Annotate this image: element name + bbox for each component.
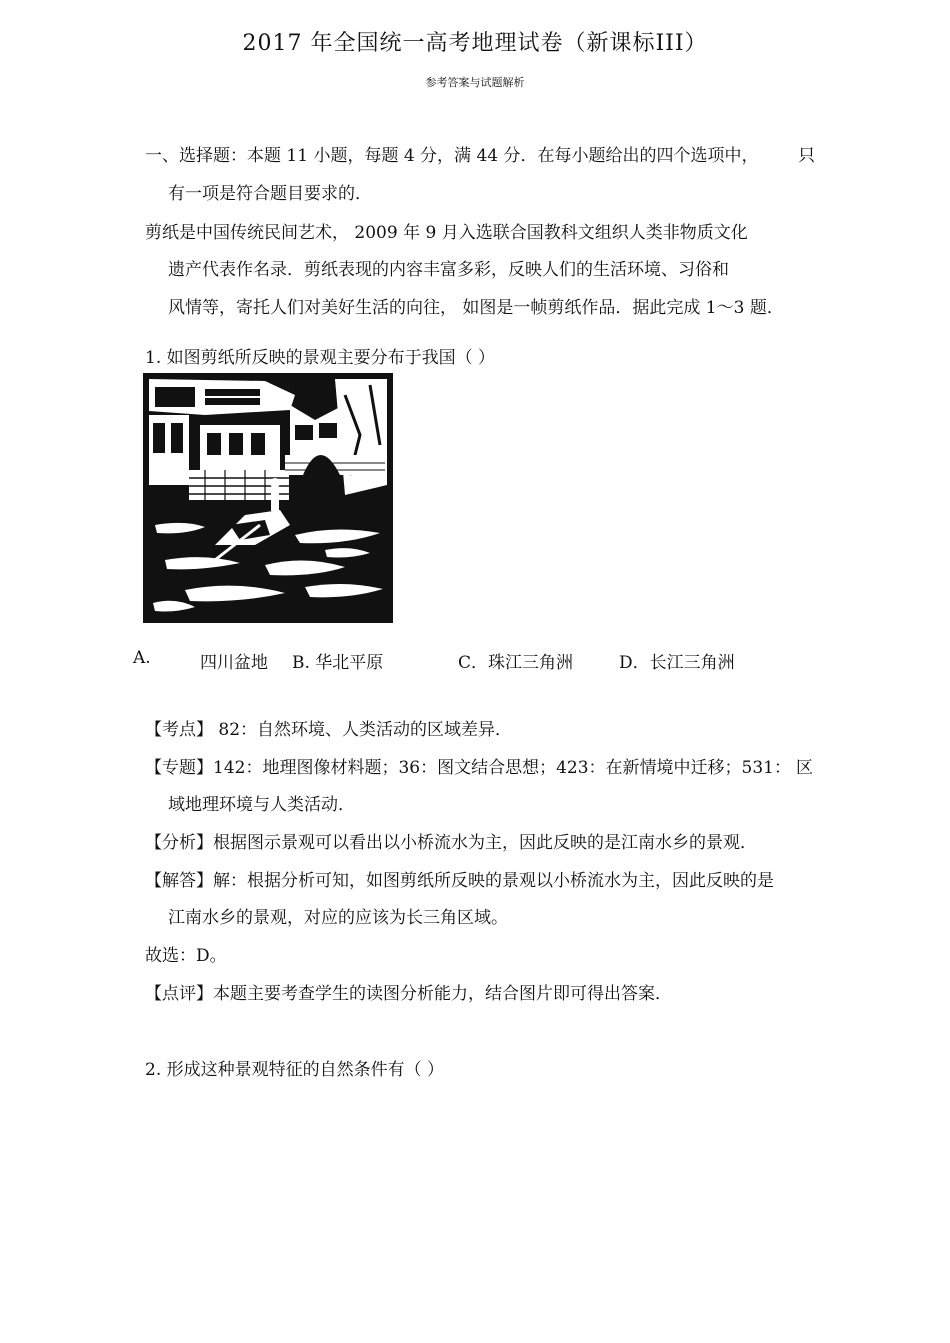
question-2-stem: 2. 形成这种景观特征的自然条件有（ ）	[145, 1060, 445, 1080]
analysis-jieda-line1: 【解答】解：根据分析可知，如图剪纸所反映的景观以小桥流水为主，因此反映的是	[145, 871, 774, 891]
analysis-zhuanti-line1-end: 区	[796, 758, 813, 778]
analysis-dianping: 【点评】本题主要考查学生的读图分析能力，结合图片即可得出答案．	[145, 984, 672, 1004]
page-title: 2017 年全国统一高考地理试卷（新课标III）	[242, 31, 708, 56]
papercut-image	[143, 373, 393, 623]
analysis-jieda-line2: 江南水乡的景观，对应的应该为长三角区域。	[168, 908, 508, 928]
question-1-options	[0, 648, 950, 672]
analysis-zhuanti-line2: 域地理环境与人类活动．	[168, 795, 355, 815]
intro-line2: 遗产代表作名录．剪纸表现的内容丰富多彩，反映人们的生活环境、习俗和	[168, 260, 729, 280]
option-b[interactable]: B. 华北平原	[292, 653, 384, 673]
page-subtitle: 参考答案与试题解析	[425, 76, 525, 89]
section-heading-line2: 有一项是符合题目要求的．	[168, 184, 372, 204]
question-1-stem: 1. 如图剪纸所反映的景观主要分布于我国（ ）	[145, 348, 496, 368]
option-a-text[interactable]: 四川盆地	[200, 653, 268, 673]
option-c[interactable]: C．珠江三角洲	[458, 653, 574, 673]
analysis-kaodian: 【考点】 82：自然环境、人类活动的区域差异．	[145, 720, 513, 740]
section-heading-line1-end: 只	[798, 146, 815, 166]
intro-line3: 风情等，寄托人们对美好生活的向往， 如图是一帧剪纸作品．据此完成 1～3 题．	[168, 298, 784, 318]
analysis-answer: 故选：D。	[145, 946, 227, 966]
intro-line1: 剪纸是中国传统民间艺术， 2009 年 9 月入选联合国教科文组织人类非物质文化	[145, 223, 748, 243]
analysis-fenxi: 【分析】根据图示景观可以看出以小桥流水为主，因此反映的是江南水乡的景观．	[145, 833, 757, 853]
option-a-letter[interactable]: A.	[133, 648, 151, 668]
section-heading-line1: 一、选择题：本题 11 小题，每题 4 分，满 44 分．在每小题给出的四个选项中，	[145, 146, 759, 166]
option-d[interactable]: D．长江三角洲	[619, 653, 735, 673]
analysis-zhuanti-line1: 【专题】142：地理图像材料题；36：图文结合思想；423：在新情境中迁移；531：	[145, 758, 791, 778]
